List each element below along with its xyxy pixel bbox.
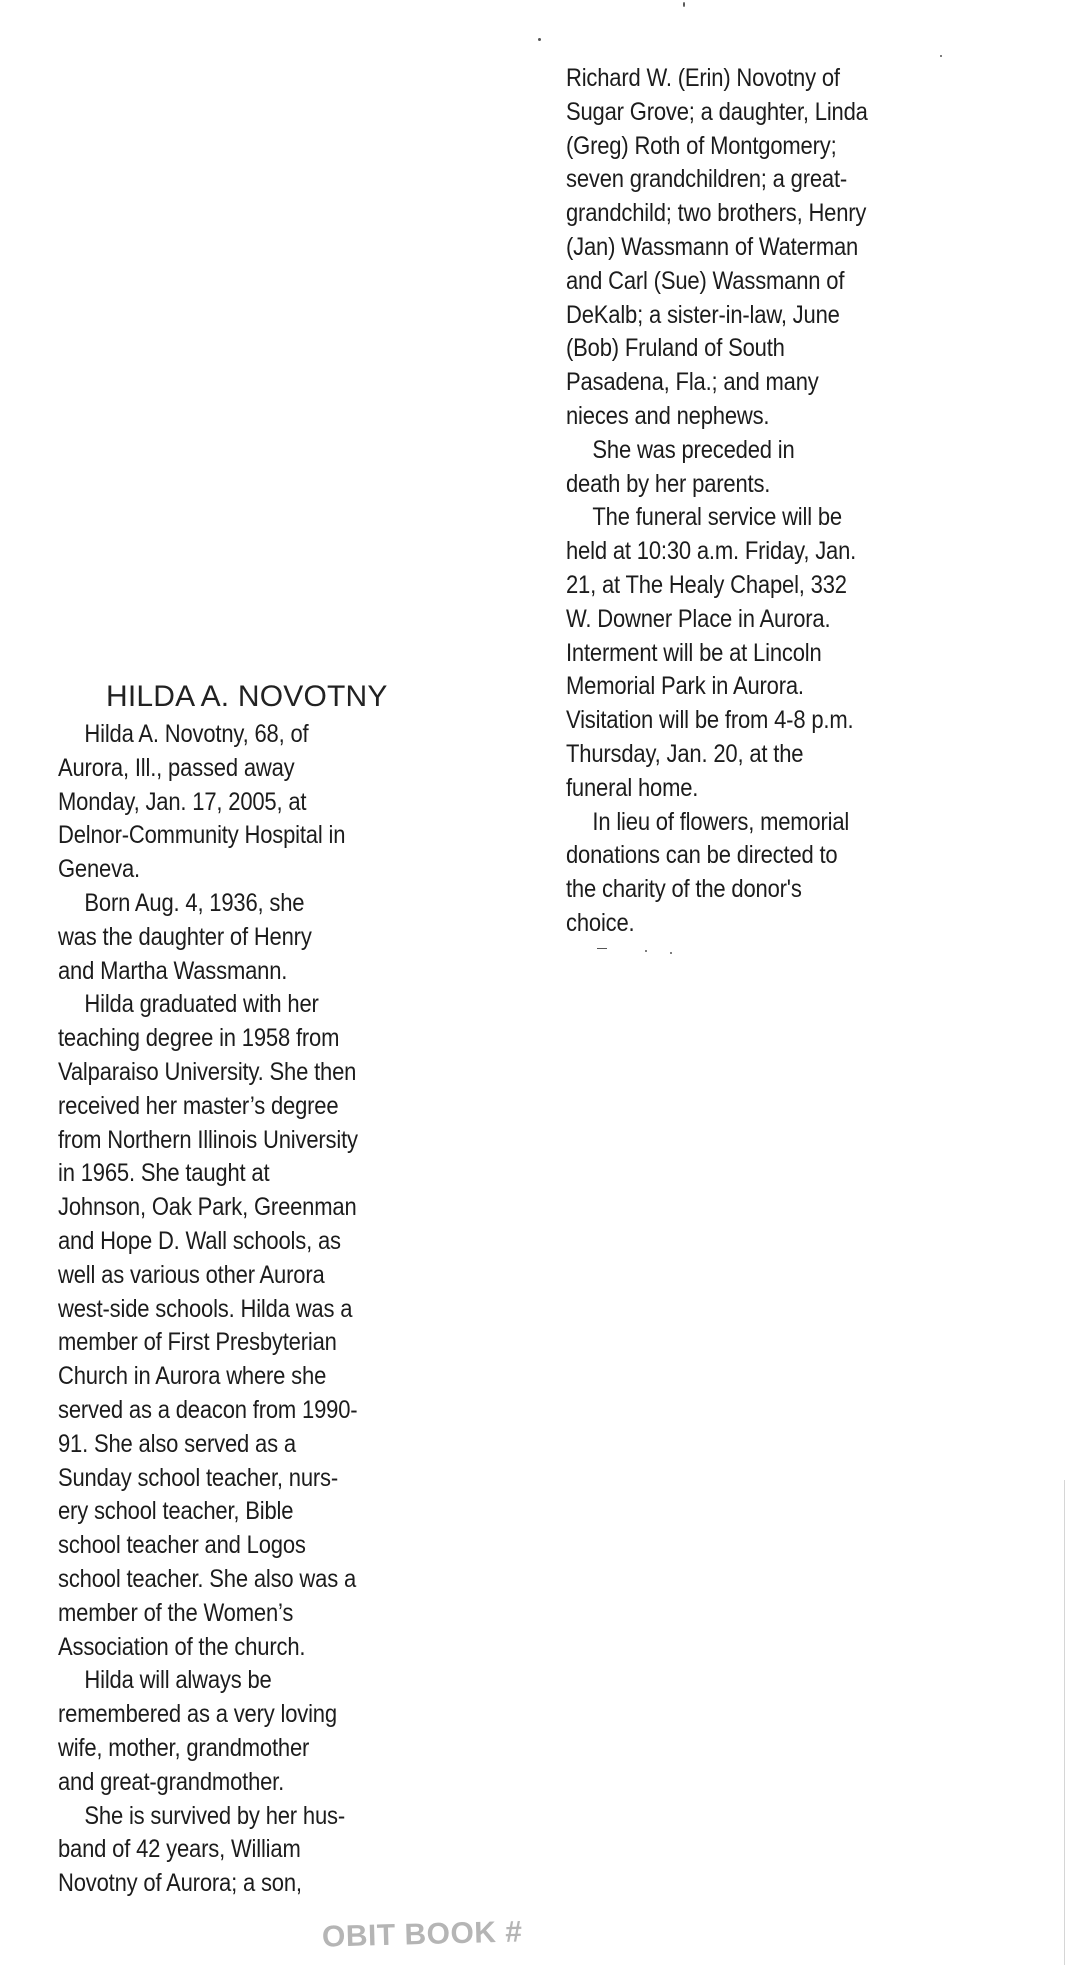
obituary-line: DeKalb; a sister-in-law, June <box>566 300 840 329</box>
obituary-line: seven grandchildren; a great- <box>566 165 848 194</box>
obituary-line: Pasadena, Fla.; and many <box>566 368 819 397</box>
obituary-line: Aurora, Ill., passed away <box>58 753 295 782</box>
obituary-line: well as various other Aurora <box>58 1260 325 1289</box>
obituary-line: ery school teacher, Bible <box>58 1497 294 1526</box>
obituary-line: Johnson, Oak Park, Greenman <box>58 1193 357 1222</box>
obituary-line: and Carl (Sue) Wassmann of <box>566 266 845 295</box>
obituary-line: donations can be directed to <box>566 841 838 870</box>
obituary-line: member of First Presbyterian <box>58 1328 337 1357</box>
obituary-line: Sunday school teacher, nurs- <box>58 1463 339 1492</box>
obituary-line: received her master’s degree <box>58 1091 339 1120</box>
obituary-line: school teacher and Logos <box>58 1531 306 1560</box>
obituary-line: member of the Women’s <box>58 1598 294 1627</box>
scan-speck <box>597 948 607 949</box>
obituary-line: In lieu of flowers, memorial <box>592 807 850 836</box>
obituary-line: 91. She also served as a <box>58 1429 296 1458</box>
obituary-line: Valparaiso University. She then <box>58 1057 357 1086</box>
scan-speck <box>670 952 672 954</box>
obituary-line: choice. <box>566 908 635 937</box>
obituary-line: Visitation will be from 4-8 p.m. <box>566 706 854 735</box>
obituary-line: (Greg) Roth of Montgomery; <box>566 131 837 160</box>
obituary-line: (Jan) Wassmann of Waterman <box>566 232 859 261</box>
obituary-line: Church in Aurora where she <box>58 1362 327 1391</box>
obituary-line: and Martha Wassmann. <box>58 956 288 985</box>
obituary-line: funeral home. <box>566 773 699 802</box>
obituary-line: The funeral service will be <box>592 503 842 532</box>
obituary-line: and great-grandmother. <box>58 1767 285 1796</box>
obituary-line: W. Downer Place in Aurora. <box>566 604 831 633</box>
obituary-line: Hilda A. Novotny, 68, of <box>84 720 309 748</box>
obituary-line: Interment will be at Lincoln <box>566 638 822 667</box>
obituary-line: She was preceded in <box>592 435 795 464</box>
obituary-line: Hilda graduated with her <box>84 990 319 1019</box>
scan-speck <box>538 38 541 41</box>
obituary-line: and Hope D. Wall schools, as <box>58 1226 341 1255</box>
obituary-line: school teacher. She also was a <box>58 1564 357 1593</box>
obituary-line: 21, at The Healy Chapel, 332 <box>566 570 847 599</box>
obituary-line: remembered as a very loving <box>58 1700 337 1729</box>
obituary-line: west-side schools. Hilda was a <box>58 1294 353 1323</box>
obituary-line: served as a deacon from 1990- <box>58 1395 358 1424</box>
obituary-line: She is survived by her hus- <box>84 1801 346 1830</box>
scan-speck <box>940 55 942 57</box>
obituary-line: from Northern Illinois University <box>58 1125 358 1154</box>
obituary-line: Richard W. (Erin) Novotny of <box>566 64 840 92</box>
obituary-line: teaching degree in 1958 from <box>58 1024 340 1053</box>
obituary-line: in 1965. She taught at <box>58 1159 270 1188</box>
obituary-line: Novotny of Aurora; a son, <box>58 1869 302 1898</box>
obituary-line: held at 10:30 a.m. Friday, Jan. <box>566 537 857 566</box>
paper-edge-line <box>1064 1480 1065 1965</box>
obituary-line: Thursday, Jan. 20, at the <box>566 739 804 768</box>
scan-speck <box>645 950 647 952</box>
obituary-line: death by her parents. <box>566 469 771 498</box>
obituary-title: HILDA A. NOVOTNY <box>106 680 388 713</box>
obituary-line: grandchild; two brothers, Henry <box>566 199 867 228</box>
scan-speck <box>683 2 685 7</box>
obit-book-stamp: OBIT BOOK # <box>321 1915 523 1954</box>
obituary-right-column <box>566 62 868 941</box>
obituary-line: the charity of the donor's <box>566 875 802 904</box>
obituary-line: Hilda will always be <box>84 1666 272 1695</box>
obituary-line: Sugar Grove; a daughter, Linda <box>566 97 868 126</box>
obituary-line: wife, mother, grandmother <box>58 1733 310 1762</box>
obituary-line: Born Aug. 4, 1936, she <box>84 888 305 917</box>
obituary-line: Geneva. <box>58 855 140 884</box>
obituary-line: (Bob) Fruland of South <box>566 334 785 363</box>
obituary-line: Monday, Jan. 17, 2005, at <box>58 787 307 816</box>
obituary-left-column <box>58 718 358 1901</box>
obituary-line: Memorial Park in Aurora. <box>566 672 804 701</box>
obituary-line: band of 42 years, William <box>58 1835 301 1864</box>
obituary-line: was the daughter of Henry <box>58 922 312 951</box>
obituary-line: Delnor-Community Hospital in <box>58 821 346 850</box>
obituary-line: nieces and nephews. <box>566 401 770 430</box>
obituary-line: Association of the church. <box>58 1632 306 1661</box>
